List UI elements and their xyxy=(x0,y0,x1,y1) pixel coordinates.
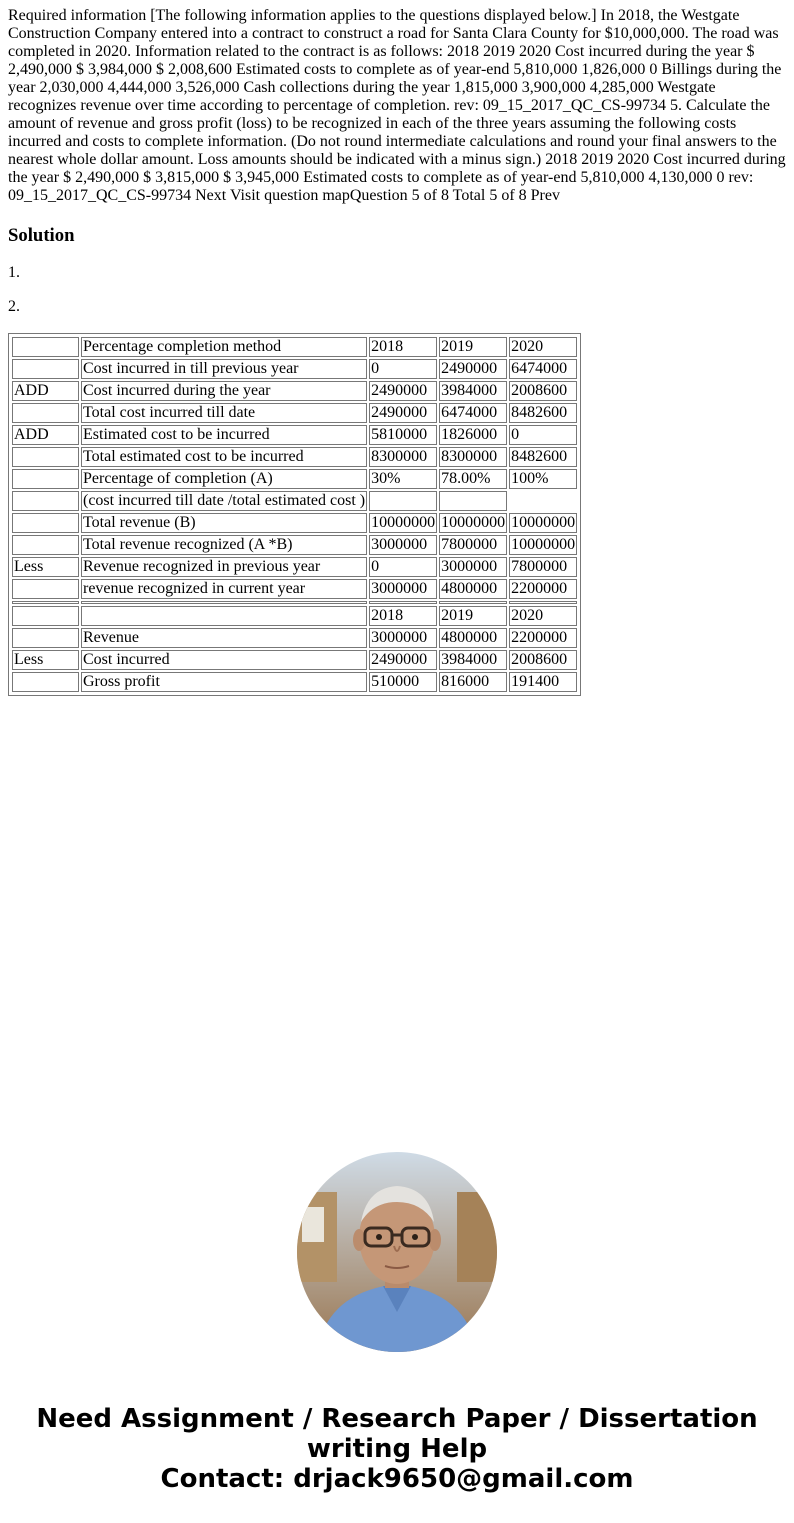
step-1-label: 1. xyxy=(8,264,20,281)
divider-cell xyxy=(509,601,577,604)
solution-table-frame xyxy=(8,333,581,696)
table-cell: Cost incurred in till previous year xyxy=(81,359,367,379)
table-cell: 2490000 xyxy=(369,381,437,401)
table-cell: (cost incurred till date /total estimated cost ) xyxy=(83,492,366,509)
table-cell: Revenue xyxy=(81,628,367,648)
promo-line-1: Need Assignment / Research Paper / Dissertation xyxy=(36,1404,758,1434)
table-cell: 2019 xyxy=(439,337,507,357)
step-2-label: 2. xyxy=(8,298,20,315)
table-cell: 3000000 xyxy=(369,628,437,648)
table-cell: 2490000 xyxy=(369,403,437,423)
table-cell: 4800000 xyxy=(439,579,507,599)
table-row xyxy=(12,359,577,379)
table-cell xyxy=(12,535,79,555)
divider-cell xyxy=(439,601,507,604)
table-cell xyxy=(509,491,577,511)
table-row xyxy=(12,535,577,555)
table-cell: 816000 xyxy=(439,672,507,692)
table-row xyxy=(12,650,577,670)
table-cell: 5810000 xyxy=(369,425,437,445)
table-cell: 3000000 xyxy=(369,535,437,555)
table-cell: 0 xyxy=(369,359,437,379)
question-text: Required information [The following information applies to the questions displayed below.] In 2018, the Westgate Construction Company entered into a contract to construct a road for Santa Clara County for $10,000,000. The road was completed in 2020. Information related to the contract is as follows: 2018 2019 2020 Cost incurred during the year $ 2,490,000 $ 3,984,000 $ 2,008,600 Estimated costs to complete as of year-end 5,810,000 1,826,000 0 Billings during the year 2,030,000 4,444,000 3,526,000 Cash collections during the year 1,815,000 3,900,000 4,285,000 Westgate recognizes revenue over time according to percentage of completion. rev: 09_15_2017_QC_CS-99734 5. Calculate the amount of revenue and gross profit (loss) to be recognized in each of the three years assuming the following costs incurred and costs to complete information. (Do not round intermediate calculations and round your final answers to the nearest whole dollar amount. Loss amounts should be indicated with a minus sign.) 2018 2019 2020 Cost incurred during the year $ 2,490,000 $ 3,815,000 $ 3,945,000 Estimated costs to complete as of year-end 5,810,000 4,130,000 0 rev: 09_15_2017_QC_CS-99734 Next Visit question mapQuestion 5 of 8 Total 5 of 8 Prev xyxy=(8,7,786,204)
table-cell xyxy=(12,628,79,648)
table-cell: 30% xyxy=(369,469,437,489)
table-row xyxy=(12,403,577,423)
table-cell xyxy=(81,606,367,626)
table-cell xyxy=(12,447,79,467)
table-cell: ADD xyxy=(12,381,79,401)
table-cell: 510000 xyxy=(369,672,437,692)
table-cell: revenue recognized in current year xyxy=(81,579,367,599)
table-cell: 10000000 xyxy=(371,514,436,531)
divider-cell xyxy=(81,601,367,604)
solution-table xyxy=(10,335,579,694)
table-cell: 1826000 xyxy=(439,425,507,445)
table-cell: 2018 xyxy=(369,337,437,357)
table-row xyxy=(12,628,577,648)
table-cell: Percentage of completion (A) xyxy=(81,469,367,489)
author-photo-illustration xyxy=(297,1152,497,1352)
table-cell: 2200000 xyxy=(509,628,577,648)
table-cell xyxy=(12,513,79,533)
table-cell xyxy=(12,491,79,511)
table-cell: 2008600 xyxy=(509,381,577,401)
table-cell: Percentage completion method xyxy=(81,337,367,357)
table-cell: 8300000 xyxy=(369,447,437,467)
table-row xyxy=(12,425,577,445)
table-cell: 8482600 xyxy=(509,447,577,467)
table-cell: Less xyxy=(12,557,79,577)
table-cell xyxy=(12,359,79,379)
table-cell: ADD xyxy=(12,425,79,445)
table-row xyxy=(12,469,577,489)
table-cell: 6474000 xyxy=(509,359,577,379)
table-cell xyxy=(12,606,79,626)
table-row xyxy=(12,513,577,533)
table-cell xyxy=(12,403,79,423)
table-cell: 3984000 xyxy=(439,381,507,401)
table-cell xyxy=(12,579,79,599)
promo-line-2: writing Help xyxy=(306,1434,488,1464)
table-cell: 3984000 xyxy=(439,650,507,670)
table-cell: Gross profit xyxy=(81,672,367,692)
table-cell: 10000000 xyxy=(511,536,576,553)
table-cell: Cost incurred xyxy=(81,650,367,670)
table-cell: Total estimated cost to be incurred xyxy=(81,447,367,467)
table-cell: 2020 xyxy=(509,606,577,626)
table-cell: 10000000 xyxy=(441,514,506,531)
table-cell: 8300000 xyxy=(439,447,507,467)
table-cell: Total cost incurred till date xyxy=(81,403,367,423)
table-cell xyxy=(12,469,79,489)
table-row xyxy=(12,579,577,599)
table-cell: 3000000 xyxy=(369,579,437,599)
table-cell xyxy=(12,337,79,357)
table-cell: 2020 xyxy=(509,337,577,357)
table-cell: 0 xyxy=(369,557,437,577)
table-row xyxy=(12,606,577,626)
divider-cell xyxy=(369,601,437,604)
table-cell: 2490000 xyxy=(439,359,507,379)
table-cell: Revenue recognized in previous year xyxy=(81,557,367,577)
solution-heading: Solution xyxy=(8,225,75,246)
table-cell: 7800000 xyxy=(509,557,577,577)
table-cell: Cost incurred during the year xyxy=(81,381,367,401)
table-cell: Less xyxy=(12,650,79,670)
table-cell: 8482600 xyxy=(509,403,577,423)
table-cell: 100% xyxy=(509,469,577,489)
table-cell: 191400 xyxy=(509,672,577,692)
table-cell: 2019 xyxy=(439,606,507,626)
table-row xyxy=(12,447,577,467)
table-row xyxy=(12,672,577,692)
table-cell: 6474000 xyxy=(439,403,507,423)
table-cell xyxy=(369,491,437,511)
divider-cell xyxy=(12,601,79,604)
table-cell: Total revenue (B) xyxy=(81,513,367,533)
table-cell: 7800000 xyxy=(439,535,507,555)
table-cell: 2018 xyxy=(369,606,437,626)
table-cell: 2008600 xyxy=(509,650,577,670)
table-cell: 0 xyxy=(509,425,577,445)
table-row xyxy=(12,491,577,511)
table-cell: 10000000 xyxy=(511,514,576,531)
table-cell: 3000000 xyxy=(439,557,507,577)
table-cell: Estimated cost to be incurred xyxy=(81,425,367,445)
table-cell xyxy=(12,672,79,692)
table-row xyxy=(12,557,577,577)
author-avatar xyxy=(297,1152,497,1352)
table-divider xyxy=(12,601,577,604)
table-cell: 4800000 xyxy=(439,628,507,648)
table-row xyxy=(12,337,577,357)
table-cell: 2490000 xyxy=(369,650,437,670)
table-cell: 78.00% xyxy=(439,469,507,489)
table-cell: Total revenue recognized (A *B) xyxy=(81,535,367,555)
table-row xyxy=(12,381,577,401)
table-cell xyxy=(439,491,507,511)
promo-contact: Contact: drjack9650@gmail.com xyxy=(160,1464,634,1494)
table-cell: 2200000 xyxy=(509,579,577,599)
promo-banner xyxy=(0,1404,794,1494)
